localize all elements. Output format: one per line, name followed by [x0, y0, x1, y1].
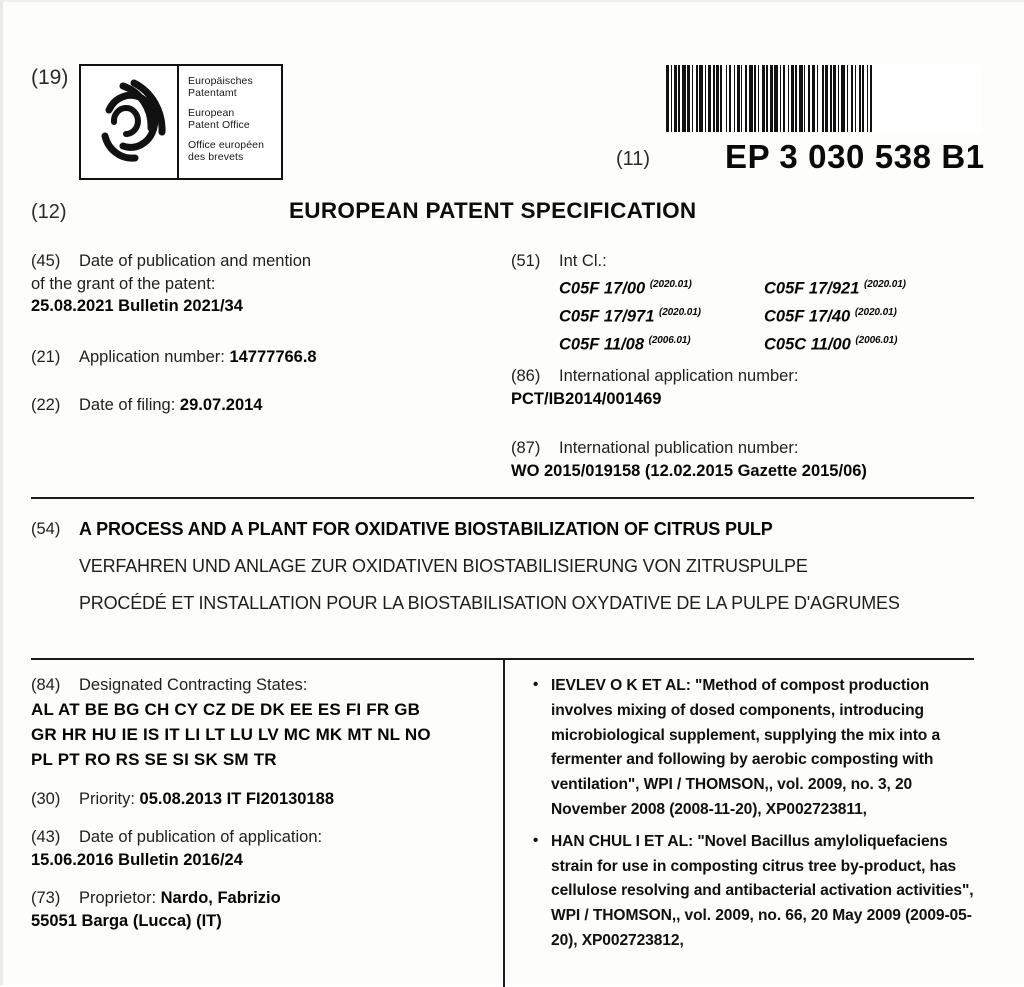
epo-arcs-icon [89, 72, 169, 170]
ipc-class [764, 302, 1011, 328]
epo-logo [79, 64, 283, 180]
epo-logo-mark-icon [81, 66, 179, 178]
inid-code-51: (51) [511, 252, 541, 270]
barcode-bar [872, 65, 876, 132]
int-cl-label: Int Cl.: [559, 252, 607, 270]
inid-code-73: (73) [31, 889, 61, 907]
priority-value: 05.08.2013 IT FI20130188 [139, 789, 335, 808]
document-header [3, 2, 1024, 223]
field-date-of-filing [31, 394, 461, 417]
ipc-class-list [559, 274, 1011, 356]
designated-states-line1: AL AT BE BG CH CY CZ DE DK EE ES FI FR GB [31, 699, 421, 719]
publication-barcode [666, 65, 981, 132]
column-divider [503, 660, 505, 987]
intl-application-number-label: International application number: [559, 367, 799, 385]
epo-name-fr-line2: des brevets [188, 151, 244, 164]
designated-states-line3: PL PT RO RS SE SI SK SM TR [31, 749, 277, 769]
lower-left-column [31, 674, 491, 948]
ipc-class [764, 330, 1011, 356]
epo-name-en-line1: European [188, 106, 235, 119]
ipc-class-version: (2006.01) [855, 334, 898, 346]
ipc-class-code: C05F 11/08 [559, 335, 649, 353]
ipc-class-code: C05F 17/921 [764, 279, 864, 297]
ipc-class-code: C05C 11/00 [764, 335, 856, 353]
inid-code-84: (84) [31, 676, 61, 694]
intl-publication-number-label: International publication number: [559, 439, 799, 457]
invention-title-french: PROCÉDÉ ET INSTALLATION POUR LA BIOSTABILISATION OXYDATIVE DE LA PULPE D'AGRUMES [79, 593, 900, 613]
divider-top [31, 497, 974, 499]
proprietor-name: Nardo, Fabrizio [160, 889, 281, 907]
ipc-class-code: C05F 17/40 [764, 307, 855, 325]
epo-name-en-line2: Patent Office [188, 119, 250, 132]
publication-number: EP 3 030 538 B1 [725, 138, 985, 175]
inid-code-11: (11) [616, 148, 651, 170]
priority-label: Priority: [79, 789, 135, 808]
bullet-icon: • [533, 676, 539, 693]
ipc-class [559, 330, 764, 356]
inid-code-22: (22) [31, 396, 61, 414]
cited-reference [531, 674, 983, 823]
intl-application-number-value: PCT/IB2014/001469 [511, 389, 662, 408]
proprietor-address: 55051 Barga (Lucca) (IT) [31, 911, 222, 930]
inid-code-12: (12) [31, 201, 67, 223]
date-of-grant-label-line2: of the grant of the patent: [31, 274, 216, 293]
inid-code-45: (45) [31, 252, 61, 270]
inid-code-19: (19) [31, 66, 69, 89]
field-international-publication-number [511, 437, 1011, 482]
date-of-filing-value: 29.07.2014 [179, 396, 263, 414]
cited-references-list [531, 674, 983, 961]
invention-title-german: VERFAHREN UND ANLAGE ZUR OXIDATIVEN BIOSTABILISIERUNG VON ZITRUSPULPE [79, 556, 808, 576]
field-int-cl [511, 250, 1011, 356]
page-title: EUROPEAN PATENT SPECIFICATION [289, 198, 697, 223]
application-number-label: Application number: [79, 348, 225, 366]
ipc-class-version: (2006.01) [648, 334, 691, 346]
intl-publication-number-value: WO 2015/019158 (12.02.2015 Gazette 2015/06) [511, 461, 867, 480]
inid-code-86: (86) [511, 367, 541, 385]
epo-logo-text [179, 66, 281, 178]
field-application-number [31, 346, 461, 369]
date-of-grant-value: 25.08.2021 Bulletin 2021/34 [31, 297, 243, 315]
field-date-of-grant [31, 250, 461, 318]
epo-name-de-line1: Europäisches [188, 75, 253, 87]
ipc-class [559, 274, 764, 300]
field-designated-states [31, 674, 491, 772]
invention-titles [31, 518, 976, 616]
cited-reference [531, 830, 983, 954]
cited-reference-text: HAN CHUL I ET AL: "Novel Bacillus amyloliquefaciens strain for use in composting citrus tree by-product, has cellulose resolving and antibacterial activation activities", WPI / THOMSON,, vol. 2009, no. 66, 20 May 2009 (2009-05-20), XP002723812, [551, 832, 974, 949]
application-number-value: 14777766.8 [229, 348, 317, 366]
inid-code-43: (43) [31, 828, 61, 846]
inid-code-21: (21) [31, 348, 61, 366]
epo-name-fr-line1: Office européen [188, 138, 265, 151]
cited-reference-text: IEVLEV O K ET AL: "Method of compost production involves mixing of dosed components, introducing microbiological supplement, supplying the mix into a fermenter and following by aerobic composting with ventilation", WPI / THOMSON,, vol. 2009, no. 3, 20 November 2008 (2008-11-20), XP002723811, [551, 677, 941, 818]
proprietor-label: Proprietor: [79, 889, 157, 907]
bullet-icon: • [533, 831, 539, 849]
ipc-class-version: (2020.01) [658, 306, 701, 318]
field-proprietor [31, 887, 491, 932]
publication-application-label: Date of publication of application: [79, 828, 323, 846]
ipc-class [559, 302, 764, 328]
designated-states-line2: GR HR HU IE IS IT LI LT LU LV MC MK MT NL NO [31, 724, 431, 744]
ipc-class-version: (2020.01) [863, 278, 906, 290]
date-of-filing-label: Date of filing: [79, 396, 176, 414]
ipc-class-version: (2020.01) [649, 278, 692, 290]
field-date-of-publication-application [31, 826, 491, 871]
ipc-class-version: (2020.01) [854, 306, 897, 318]
inid-code-54: (54) [31, 520, 61, 538]
date-of-grant-label-line1: Date of publication and mention [79, 252, 312, 270]
field-priority [31, 788, 491, 811]
inid-code-30: (30) [31, 789, 61, 808]
ipc-class-code: C05F 17/00 [559, 279, 650, 297]
designated-states-label: Designated Contracting States: [79, 676, 308, 694]
field-international-application-number [511, 365, 1011, 410]
epo-name-de-line2: Patentamt [188, 87, 237, 100]
inid-code-87: (87) [511, 439, 541, 457]
ipc-class-code: C05F 17/971 [559, 307, 659, 325]
invention-title-english: A PROCESS AND A PLANT FOR OXIDATIVE BIOSTABILIZATION OF CITRUS PULP [79, 519, 773, 539]
publication-application-value: 15.06.2016 Bulletin 2016/24 [31, 850, 243, 869]
ipc-class [764, 274, 1011, 300]
